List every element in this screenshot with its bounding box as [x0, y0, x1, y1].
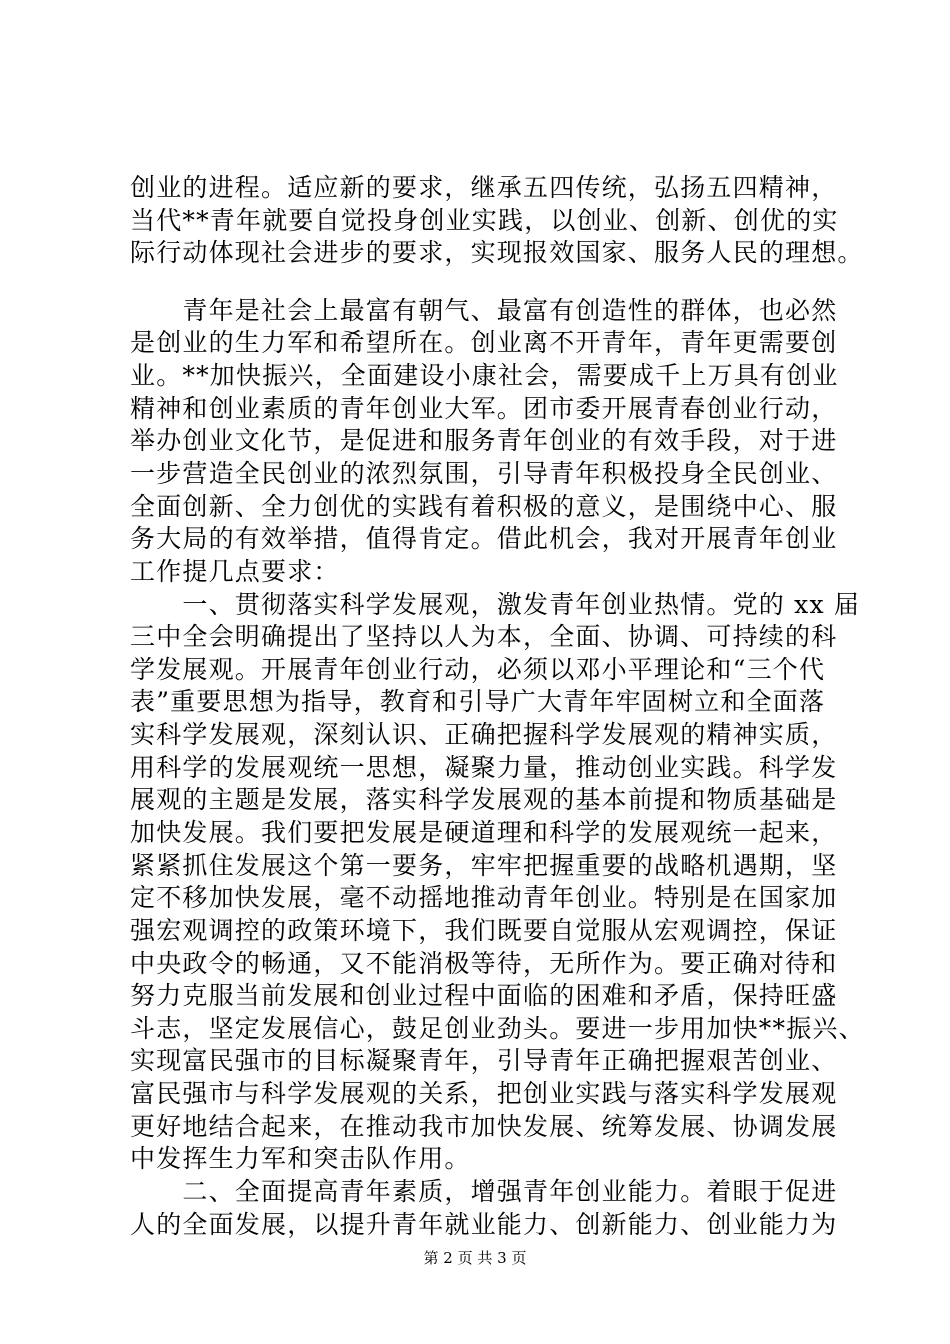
text-line: 学发展观。开展青年创业行动，必须以邓小平理论和“三个代 [130, 655, 826, 684]
text-line: 实现富民强市的目标凝聚青年，引导青年正确把握艰苦创业、 [130, 1046, 838, 1075]
text-line: 人的全面发展，以提升青年就业能力、创新能力、创业能力为 [130, 1210, 838, 1239]
text-line: 青年是社会上最富有朝气、最富有创造性的群体，也必然 [130, 296, 838, 325]
page-footer: 第 2 页 共 3 页 [423, 1249, 527, 1267]
text-line: 一、贯彻落实科学发展观，激发青年创业热情。党的 xx 届 [130, 590, 861, 619]
text-line: 全面创新、全力创优的实践有着积极的意义，是围绕中心、服 [130, 492, 838, 521]
text-line: 工作提几点要求： [130, 557, 340, 586]
text-line: 定不移加快发展，毫不动摇地推动青年创业。特别是在国家加 [130, 883, 838, 912]
text-line: 实科学发展观，深刻认识、正确把握科学发展观的精神实质， [130, 720, 838, 749]
text-line: 加快发展。我们要把发展是硬道理和科学的发展观统一起来， [130, 818, 838, 847]
text-line: 斗志，坚定发展信心，鼓足创业劲头。要进一步用加快**振兴、 [130, 1014, 865, 1043]
text-line: 努力克服当前发展和创业过程中面临的困难和矛盾，保持旺盛 [130, 981, 838, 1010]
text-line: 强宏观调控的政策环境下，我们既要自觉服从宏观调控，保证 [130, 916, 838, 945]
text-line: 一步营造全民创业的浓烈氛围，引导青年积极投身全民创业、 [130, 459, 838, 488]
text-line: 举办创业文化节，是促进和服务青年创业的有效手段，对于进 [130, 426, 838, 455]
text-line: 紧紧抓住发展这个第一要务，牢牢把握重要的战略机遇期，坚 [130, 851, 838, 880]
text-line: 创业的进程。适应新的要求，继承五四传统，弘扬五四精神， [130, 173, 838, 202]
text-line: 富民强市与科学发展观的关系，把创业实践与落实科学发展观 [130, 1079, 838, 1108]
text-line: 二、全面提高青年素质，增强青年创业能力。着眼于促进 [130, 1177, 838, 1206]
text-line: 精神和创业素质的青年创业大军。团市委开展青春创业行动， [130, 394, 838, 423]
text-line: 三中全会明确提出了坚持以人为本，全面、协调、可持续的科 [130, 622, 838, 651]
text-line: 中发挥生力军和突击队作用。 [130, 1144, 471, 1173]
text-line: 务大局的有效举措，值得肯定。借此机会，我对开展青年创业 [130, 524, 838, 553]
text-line: 用科学的发展观统一思想，凝聚力量，推动创业实践。科学发 [130, 753, 838, 782]
text-line: 表”重要思想为指导，教育和引导广大青年牢固树立和全面落 [130, 687, 826, 716]
text-line: 际行动体现社会进步的要求，实现报效国家、服务人民的理想。 [130, 238, 864, 267]
text-line: 中央政令的畅通，又不能消极等待，无所作为。要正确对待和 [130, 949, 838, 978]
text-line: 展观的主题是发展，落实科学发展观的基本前提和物质基础是 [130, 785, 838, 814]
text-line: 更好地结合起来，在推动我市加快发展、统筹发展、协调发展 [130, 1112, 838, 1141]
text-line: 当代**青年就要自觉投身创业实践，以创业、创新、创优的实 [130, 206, 839, 235]
text-line: 是创业的生力军和希望所在。创业离不开青年，青年更需要创 [130, 328, 838, 357]
text-line: 业。**加快振兴，全面建设小康社会，需要成千上万具有创业 [130, 361, 839, 390]
